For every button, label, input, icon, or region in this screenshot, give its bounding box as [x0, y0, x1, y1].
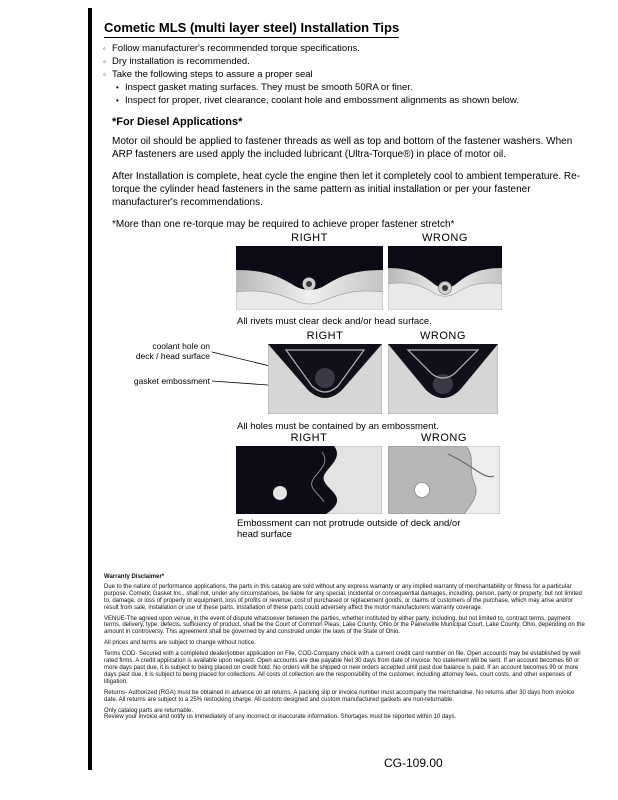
document-number: CG-109.00	[384, 756, 443, 770]
warranty-heading: Warranty Disclaimer*	[104, 574, 165, 580]
row2-caption: All holes must be contained by an embossment.	[237, 421, 439, 432]
diagram-embossment-right	[236, 446, 382, 514]
tip-item	[103, 68, 581, 81]
tip-item	[103, 42, 581, 55]
diesel-paragraph: After Installation is complete, heat cycle the engine then let it completely cool to ambient temperature. Re-torque the cylinder head fasteners in the same pattern as initial installation or per your fastener manufacturer's recommendations.	[112, 171, 581, 208]
row3-right-label: RIGHT	[290, 432, 328, 444]
row2-wrong-label: WRONG	[420, 330, 466, 342]
tip-text: Inspect gasket mating surfaces. They must be smooth 50RA or finer.	[125, 82, 413, 93]
tip-text: Dry installation is recommended.	[112, 56, 250, 67]
legal-paragraph: Due to the nature of performance applications, the parts in this catalog are sold without any express warranty or any implied warranty of merchantability or fitness for a particular purpose. Cometic Gasket Inc., shall not, under any circumstances, be liable for any special, incidental or consequential damages, including, person, party or property, but not limited to, damage, or loss of property or equipment, loss of profits or revenue, cost of purchased or replacement goods, or claims of customers of the purchase, which may arise and/or result from sale, installation or use of these parts. Installation of these parts could adversely affect the motor manufacturers warranty coverage.	[104, 583, 582, 611]
legal-paragraph: Review your invoice and notify us immediately of any incorrect or inaccurate information. Shortages must be reported within 10 days.	[104, 714, 457, 721]
bullet-icon: ◦	[103, 44, 106, 53]
row1-caption: All rivets must clear deck and/or head surface.	[237, 316, 432, 327]
bolt-hole-icon	[273, 486, 287, 500]
row3-caption: Embossment can not protrude outside of deck and/or head surface	[237, 518, 461, 540]
diagram-hole-wrong	[388, 344, 498, 414]
diesel-paragraph: Motor oil should be applied to fastener threads as well as top and bottom of the fastener washers. When ARP fasteners are used apply the included lubricant (Ultra-Torque®) in place of motor oil.	[112, 136, 573, 160]
warranty-disclaimer	[104, 574, 588, 721]
legal-paragraph: Terms COD- Secured with a completed dealer/jobber application on File, COD-Company check with a current credit card number on file. Open accounts may be established by well rated firms. A credit application is available upon request. Open accounts are due payable Net 30 days from date of invoice. No statement will be sent. If an account becomes 60 or more days past due, it is subject to being placed on credit hold. No orders will be shipped or new orders accepted until past due balance is paid. If an account becomes 90 or more days past due, it is subject to being placed for collections. All costs of collection are the responsibility of the customer, including attorney fees, court costs, and other expenses of litigation.	[104, 651, 581, 685]
retorque-note: *More than one re-torque may be required to achieve proper fastener stretch*	[112, 219, 455, 230]
tip-item	[103, 55, 581, 68]
page-edge-bar	[88, 8, 92, 770]
diagram-hole-right	[268, 344, 382, 414]
bullet-icon: ◦	[103, 57, 106, 66]
tip-text: Follow manufacturer's recommended torque specifications.	[112, 43, 360, 54]
legal-paragraph: VENUE-The agreed upon venue, in the event of dispute whatsoever between the parties, whether instituted by either party, including, but not limited to, contract terms, payment terms, delivery, type, defects, sufficiency of product, shall be the Court of Common Pleas, Lake County, Ohio or the Painesville Municipal Court, Lake County, Ohio, depending on the amount in controversy. This agreement shall be governed by and construed under the laws of the State of Ohio.	[104, 615, 585, 636]
gasket-embossment-label: gasket embossment	[133, 376, 210, 386]
tip-sub-item	[116, 81, 581, 94]
row2-right-label: RIGHT	[306, 330, 344, 342]
diagram-embossment-wrong	[388, 446, 500, 514]
coolant-hole-icon	[315, 368, 335, 388]
legal-paragraph: Only catalog parts are returnable.	[104, 707, 194, 714]
coolant-hole-label: coolant hole on deck / head surface	[135, 341, 210, 361]
diesel-section	[112, 116, 590, 240]
tips-list	[103, 42, 581, 107]
legal-paragraph: Returns- Authorized (RGA) must be obtained in advance on all returns. A packing slip or invoice number must accompany the merchandise. No returns after 30 days from invoice date. All returns are subject to a 25% restocking charge. All custom designed and custom manufactured gaskets are non-returnable.	[104, 689, 575, 703]
tip-text: Take the following steps to assure a proper seal	[112, 69, 313, 80]
legal-paragraph: All prices and terms are subject to change without notice.	[104, 640, 256, 647]
bullet-icon: •	[116, 83, 119, 92]
tip-sub-item	[116, 94, 581, 107]
diagram-rivet-right	[236, 246, 383, 310]
tip-text: Inspect for proper, rivet clearance, coolant hole and embossment alignments as shown below.	[125, 95, 519, 106]
page-title: Cometic MLS (multi layer steel) Installation Tips	[104, 20, 399, 38]
row1-wrong-label: WRONG	[422, 232, 468, 244]
diesel-heading: *For Diesel Applications*	[112, 116, 243, 128]
diagram-rivet-wrong	[388, 246, 502, 310]
row3-wrong-label: WRONG	[421, 432, 467, 444]
row1-right-label: RIGHT	[291, 232, 328, 244]
bolt-hole-icon	[415, 483, 430, 498]
bullet-icon: ◦	[103, 70, 106, 79]
bullet-icon: •	[116, 96, 119, 105]
